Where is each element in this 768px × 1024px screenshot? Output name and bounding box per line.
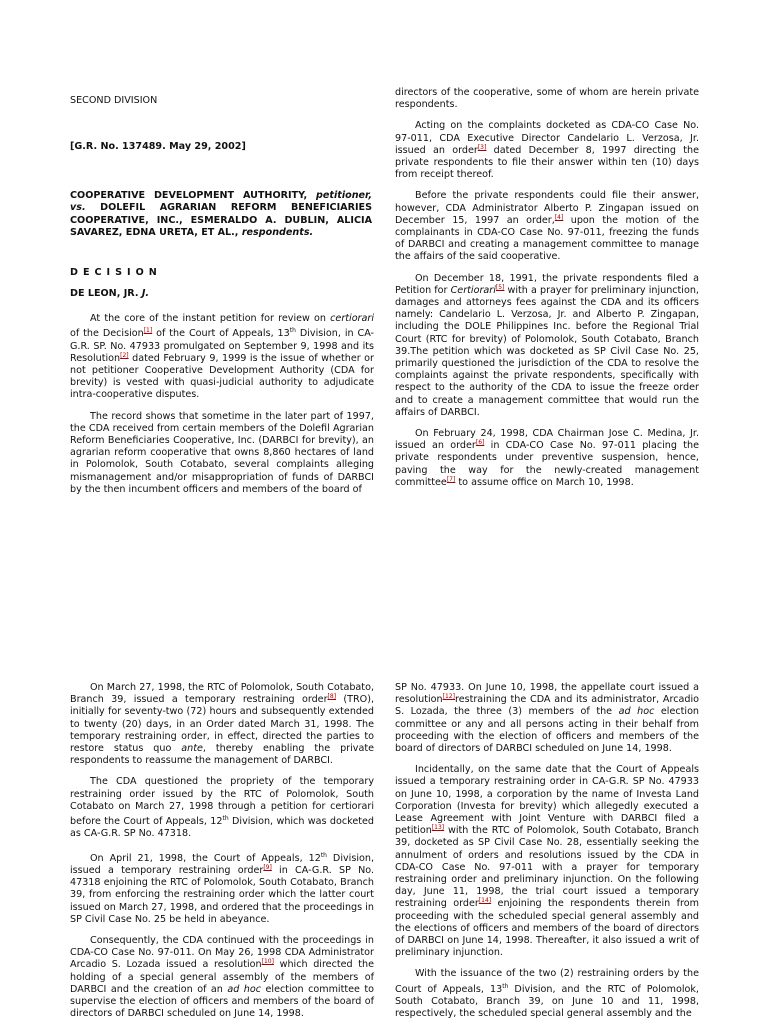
document-page-2 [0, 512, 768, 1024]
paragraph: On February 24, 1998, CDA Chairman Jose C. Medina, Jr. issued an order[6] in CDA-CO Case No. 97-011 placing the private respondents under preventive suspension, hence, paving the way for the newly-created management committee[7] to assume office on March 10, 1998. [395, 428, 699, 488]
footnote-link[interactable]: [1] [143, 327, 153, 335]
footnote-link[interactable]: [13] [431, 824, 445, 832]
footnote-link[interactable]: [2] [120, 351, 129, 359]
paragraph: On December 18, 1991, the private respondents filed a Petition for Certiorari[5] with a prayer for preliminary injunction, damages and attorneys fees against the CDA and its officers namely: Candelario L. Verzosa, Jr. and Alberto P. Zingapan, including the DOLE Philippines Inc. before the Regional Trial Court (RTC for brevity) of Polomolok, South Cotabato, Branch 39.The petition which was docketed as SP Civil Case No. 25, primarily questioned the jurisdiction of the CDA to resolve the complaints against the private respondents, specifically with respect to the authority of the CDA to issue the freeze order and to create a management committee that would run the affairs of DARBCI. [395, 272, 699, 418]
ponente-suffix: J. [141, 288, 150, 299]
footnote-link[interactable]: [6] [475, 439, 485, 447]
paragraph: Acting on the complaints docketed as CDA-CO Case No. 97-011, CDA Executive Director Candelario L. Verzosa, Jr. issued an order[3] dated December 8, 1997 directing the private respondents to file their answer within ten (10) days from receipt thereof. [395, 120, 699, 181]
petitioner-role: petitioner, [315, 190, 373, 201]
decision-heading: DECISION [70, 267, 162, 278]
page2-left-column [70, 682, 374, 1024]
paragraph: With the issuance of the two (2) restraining orders by the Court of Appeals, 13th Division, and the RTC of Polomolok, South Cotabato, Branch 39, on June 10 and 11, 1998, respectively, the scheduled special general assembly and the [395, 968, 699, 1020]
page1-right-column [395, 87, 699, 498]
paragraph: The record shows that sometime in the later part of 1997, the CDA received from certain members of the Dolefil Agrarian Reform Beneficiaries Cooperative, Inc. (DARBCI for brevity), an agrarian reform cooperative that owns 8,860 hectares of land in Polomolok, South Cotabato, several complaints alleging mismanagement and/or misappropriation of funds of DARBCI by the then incumbent officers and members of the board of [70, 410, 374, 495]
footnote-link[interactable]: [8] [327, 693, 337, 701]
page1-left-column [70, 313, 374, 505]
paragraph: On March 27, 1998, the RTC of Polomolok, South Cotabato, Branch 39, issued a temporary restraining order[8] (TRO), initially for seventy-two (72) hours and subsequently extended to twenty (20) days, in an Order dated March 31, 1998. The temporary restraining order, in effect, directed the parties to restore status quo ante, thereby enabling the private respondents to reassume the management of DARBCI. [70, 682, 374, 767]
ponente [70, 288, 149, 299]
petitioner-name: COOPERATIVE DEVELOPMENT AUTHORITY, [70, 190, 308, 201]
footnote-link[interactable]: [14] [478, 897, 492, 905]
paragraph: directors of the cooperative, some of whom are herein private respondents. [395, 87, 699, 111]
versus-label: vs. [70, 202, 86, 214]
footnote-link[interactable]: [9] [263, 863, 272, 871]
footnote-link[interactable]: [12] [442, 693, 455, 701]
respondents-names: DOLEFIL AGRARIAN REFORM BENEFICIARIES COOPERATIVE, INC., ESMERALDO A. DUBLIN, ALICIA SAVAREZ, EDNA URETA, ET AL., [70, 202, 372, 239]
paragraph: Before the private respondents could file their answer, however, CDA Administrator Alberto P. Zingapan issued on December 15, 1997 an order,[4] upon the motion of the complainants in CDA-CO Case No. 97-011, freezing the funds of DARBCI and creating a management committee to manage the affairs of the said cooperative. [395, 190, 699, 263]
footnote-link[interactable]: [5] [495, 283, 505, 291]
footnote-link[interactable]: [4] [554, 213, 564, 221]
page2-right-column [395, 682, 699, 1024]
respondent-role: respondents. [241, 227, 314, 239]
footnote-link[interactable]: [7] [446, 475, 456, 483]
case-number: [G.R. No. 137489. May 29, 2002] [70, 141, 246, 152]
paragraph: Incidentally, on the same date that the Court of Appeals issued a temporary restraining order in CA-G.R. SP No. 47933 on June 10, 1998, a corporation by the name of Investa Land Corporation (Investa for brevity) which allegedly executed a Lease Agreement with Joint Venture with DARBCI filed a petition[13] with the RTC of Polomolok, South Cotabato, Branch 39, docketed as SP Civil Case No. 28, essentially seeking the annulment of orders and resolutions issued by the CDA in CDA-CO Case No. 97-011 with a prayer for temporary restraining order and preliminary injunction. On the following day, June 11, 1998, the trial court issued a temporary restraining order[14] enjoining the respondents therein from proceeding with the scheduled special general assembly and the elections of officers and members of the board of directors of DARBCI on June 14, 1998. Thereafter, it also issued a writ of preliminary injunction. [395, 764, 699, 959]
division-label: SECOND DIVISION [70, 95, 158, 106]
ponente-name: DE LEON, JR. [70, 288, 139, 299]
paragraph: On April 21, 1998, the Court of Appeals, 12th Division, issued a temporary restraining order[9] in CA-G.R. SP No. 47318 enjoining the RTC of Polomolok, South Cotabato, Branch 39, from enforcing the restraining order which the latter court issued on March 27, 1998, and ordered that the proceedings in SP Civil Case No. 25 be held in abeyance. [70, 851, 375, 925]
case-parties [70, 190, 372, 240]
paragraph: The CDA questioned the propriety of the temporary restraining order issued by the RTC of Polomolok, South Cotabato on March 27, 1998 through a petition for certiorari before the Court of Appeals, 12th Division, which was docketed as CA-G.R. SP No. 47318. [70, 776, 374, 840]
footnote-link[interactable]: [10] [261, 958, 274, 966]
paragraph: Consequently, the CDA continued with the proceedings in CDA-CO Case No. 97-011. On May 26, 1998 CDA Administrator Arcadio S. Lozada issued a resolution[10] which directed the holding of a special general assembly of the members of DARBCI and the creation of an ad hoc election committee to supervise the election of officers and members of the board of directors of DARBCI scheduled on June 14, 1998. [70, 935, 375, 1020]
paragraph: SP No. 47933. On June 10, 1998, the appellate court issued a resolution[12]restraining the CDA and its administrator, Arcadio S. Lozada, the three (3) members of the ad hoc election committee or any and all persons acting in their behalf from proceeding with the election of officers and members of the board of directors of DARBCI scheduled on June 14, 1998. [395, 682, 700, 755]
paragraph: At the core of the instant petition for review on certiorari of the Decision[1] of the Court of Appeals, 13th Division, in CA-G.R. SP. No. 47933 promulgated on September 9, 1998 and its Resolution[2] dated February 9, 1999 is the issue of whether or not petitioner Cooperative Development Authority (CDA for brevity) is vested with quasi-judicial authority to adjudicate intra-cooperative disputes. [70, 313, 375, 401]
footnote-link[interactable]: [3] [477, 143, 487, 151]
